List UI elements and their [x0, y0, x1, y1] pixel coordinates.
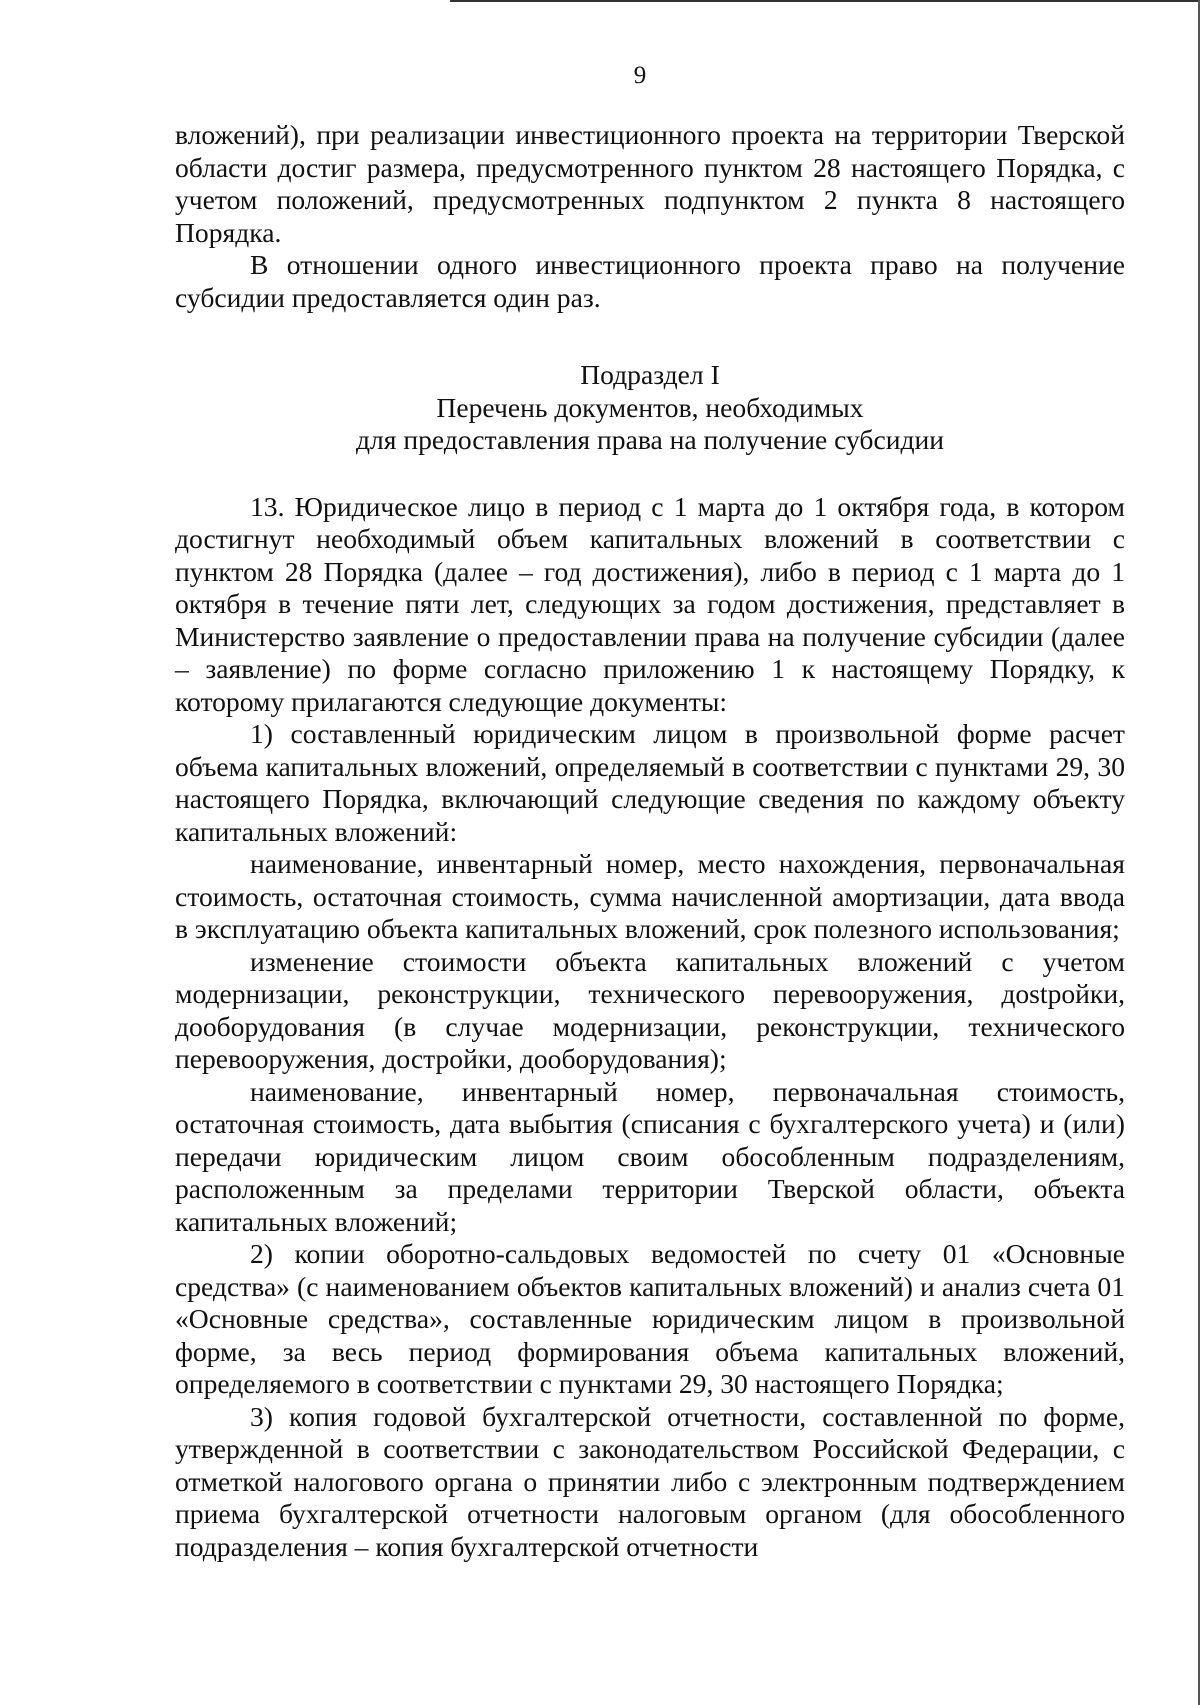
page-number: 9	[633, 62, 647, 89]
item-1-details: наименование, инвентарный номер, место нахождения, первоначальная стоимость, остаточная стоимость, сумма начисленной амортизации, дата ввода в эксплуатацию объекта капитальных вложений, срок полезного использования;	[175, 848, 1125, 944]
intro-paragraph-1: вложений), при реализации инвестиционного проекта на территории Тверской области достиг размера, предусмотренного пунктом 28 настоящего Порядка, с учетом положений, предусмотренных подпунктом 2 пункта 8 настоящего Порядка.	[175, 119, 1125, 248]
item-2: 2) копии оборотно-сальдовых ведомостей по счету 01 «Основные средства» (с наименованием объектов капитальных вложений) и анализ счета 01 «Основные средства», составленные юридическим лицом в произвольной форме, за весь период формирования объема капитальных вложений, определяемого в соответствии с пунктами 29, 30 настоящего Порядка;	[175, 1238, 1125, 1399]
clause-13: 13. Юридическое лицо в период с 1 марта до 1 октября года, в котором достигнут необходимый объем капитальных вложений в соответствии с пунктом 28 Порядка (далее – год достижения), либо в период с 1 марта до 1 октября в течение пяти лет, следующих за годом достижения, представляет в Министерство заявление о предоставлении права на получение субсидии (далее – заявление) по форме согласно приложению 1 к настоящему Порядку, к которому прилагаются следующие документы:	[175, 490, 1125, 717]
subsection-title: Подраздел I	[580, 359, 720, 390]
item-3: 3) копия годовой бухгалтерской отчетности, составленной по форме, утвержденной в соответствии с законодательством Российской Федерации, с отметкой налогового органа о принятии либо с электронным подтверждением приема бухгалтерской отчетности налоговым органом (для обособленного подразделения – копия бухгалтерской отчетности	[175, 1400, 1125, 1562]
item-1: 1) составленный юридическим лицом в произвольной форме расчет объема капитальных вложений, определяемый в соответствии с пунктами 29, 30 настоящего Порядка, включающий следующие сведения по каждому объекту капитальных вложений:	[175, 718, 1125, 847]
subsection-subtitle-line-1: Перечень документов, необходимых	[436, 391, 864, 423]
intro-paragraph-2: В отношении одного инвестиционного проекта право на получение субсидии предоставляется один раз.	[175, 249, 1125, 313]
scan-top-border	[450, 0, 1200, 2]
document-body	[175, 119, 1125, 1563]
subsection-subtitle-line-2: для предоставления права на получение субсидии	[355, 424, 945, 455]
subsection-heading	[175, 359, 1125, 457]
item-1-disposal: наименование, инвентарный номер, первоначальная стоимость, остаточная стоимость, дата выбытия (списания с бухгалтерского учета) и (или) передачи юридическим лицом своим обособленным подразделениям, расположенным за пределами территории Тверской области, объекта капитальных вложений;	[175, 1075, 1125, 1237]
item-1-changes: изменение стоимости объекта капитальных вложений с учетом модернизации, реконструкции, технического перевооружения, дostройки, дооборудования (в случае модернизации, реконструкции, технического перевооружения, достройки, дооборудования);	[175, 945, 1125, 1074]
